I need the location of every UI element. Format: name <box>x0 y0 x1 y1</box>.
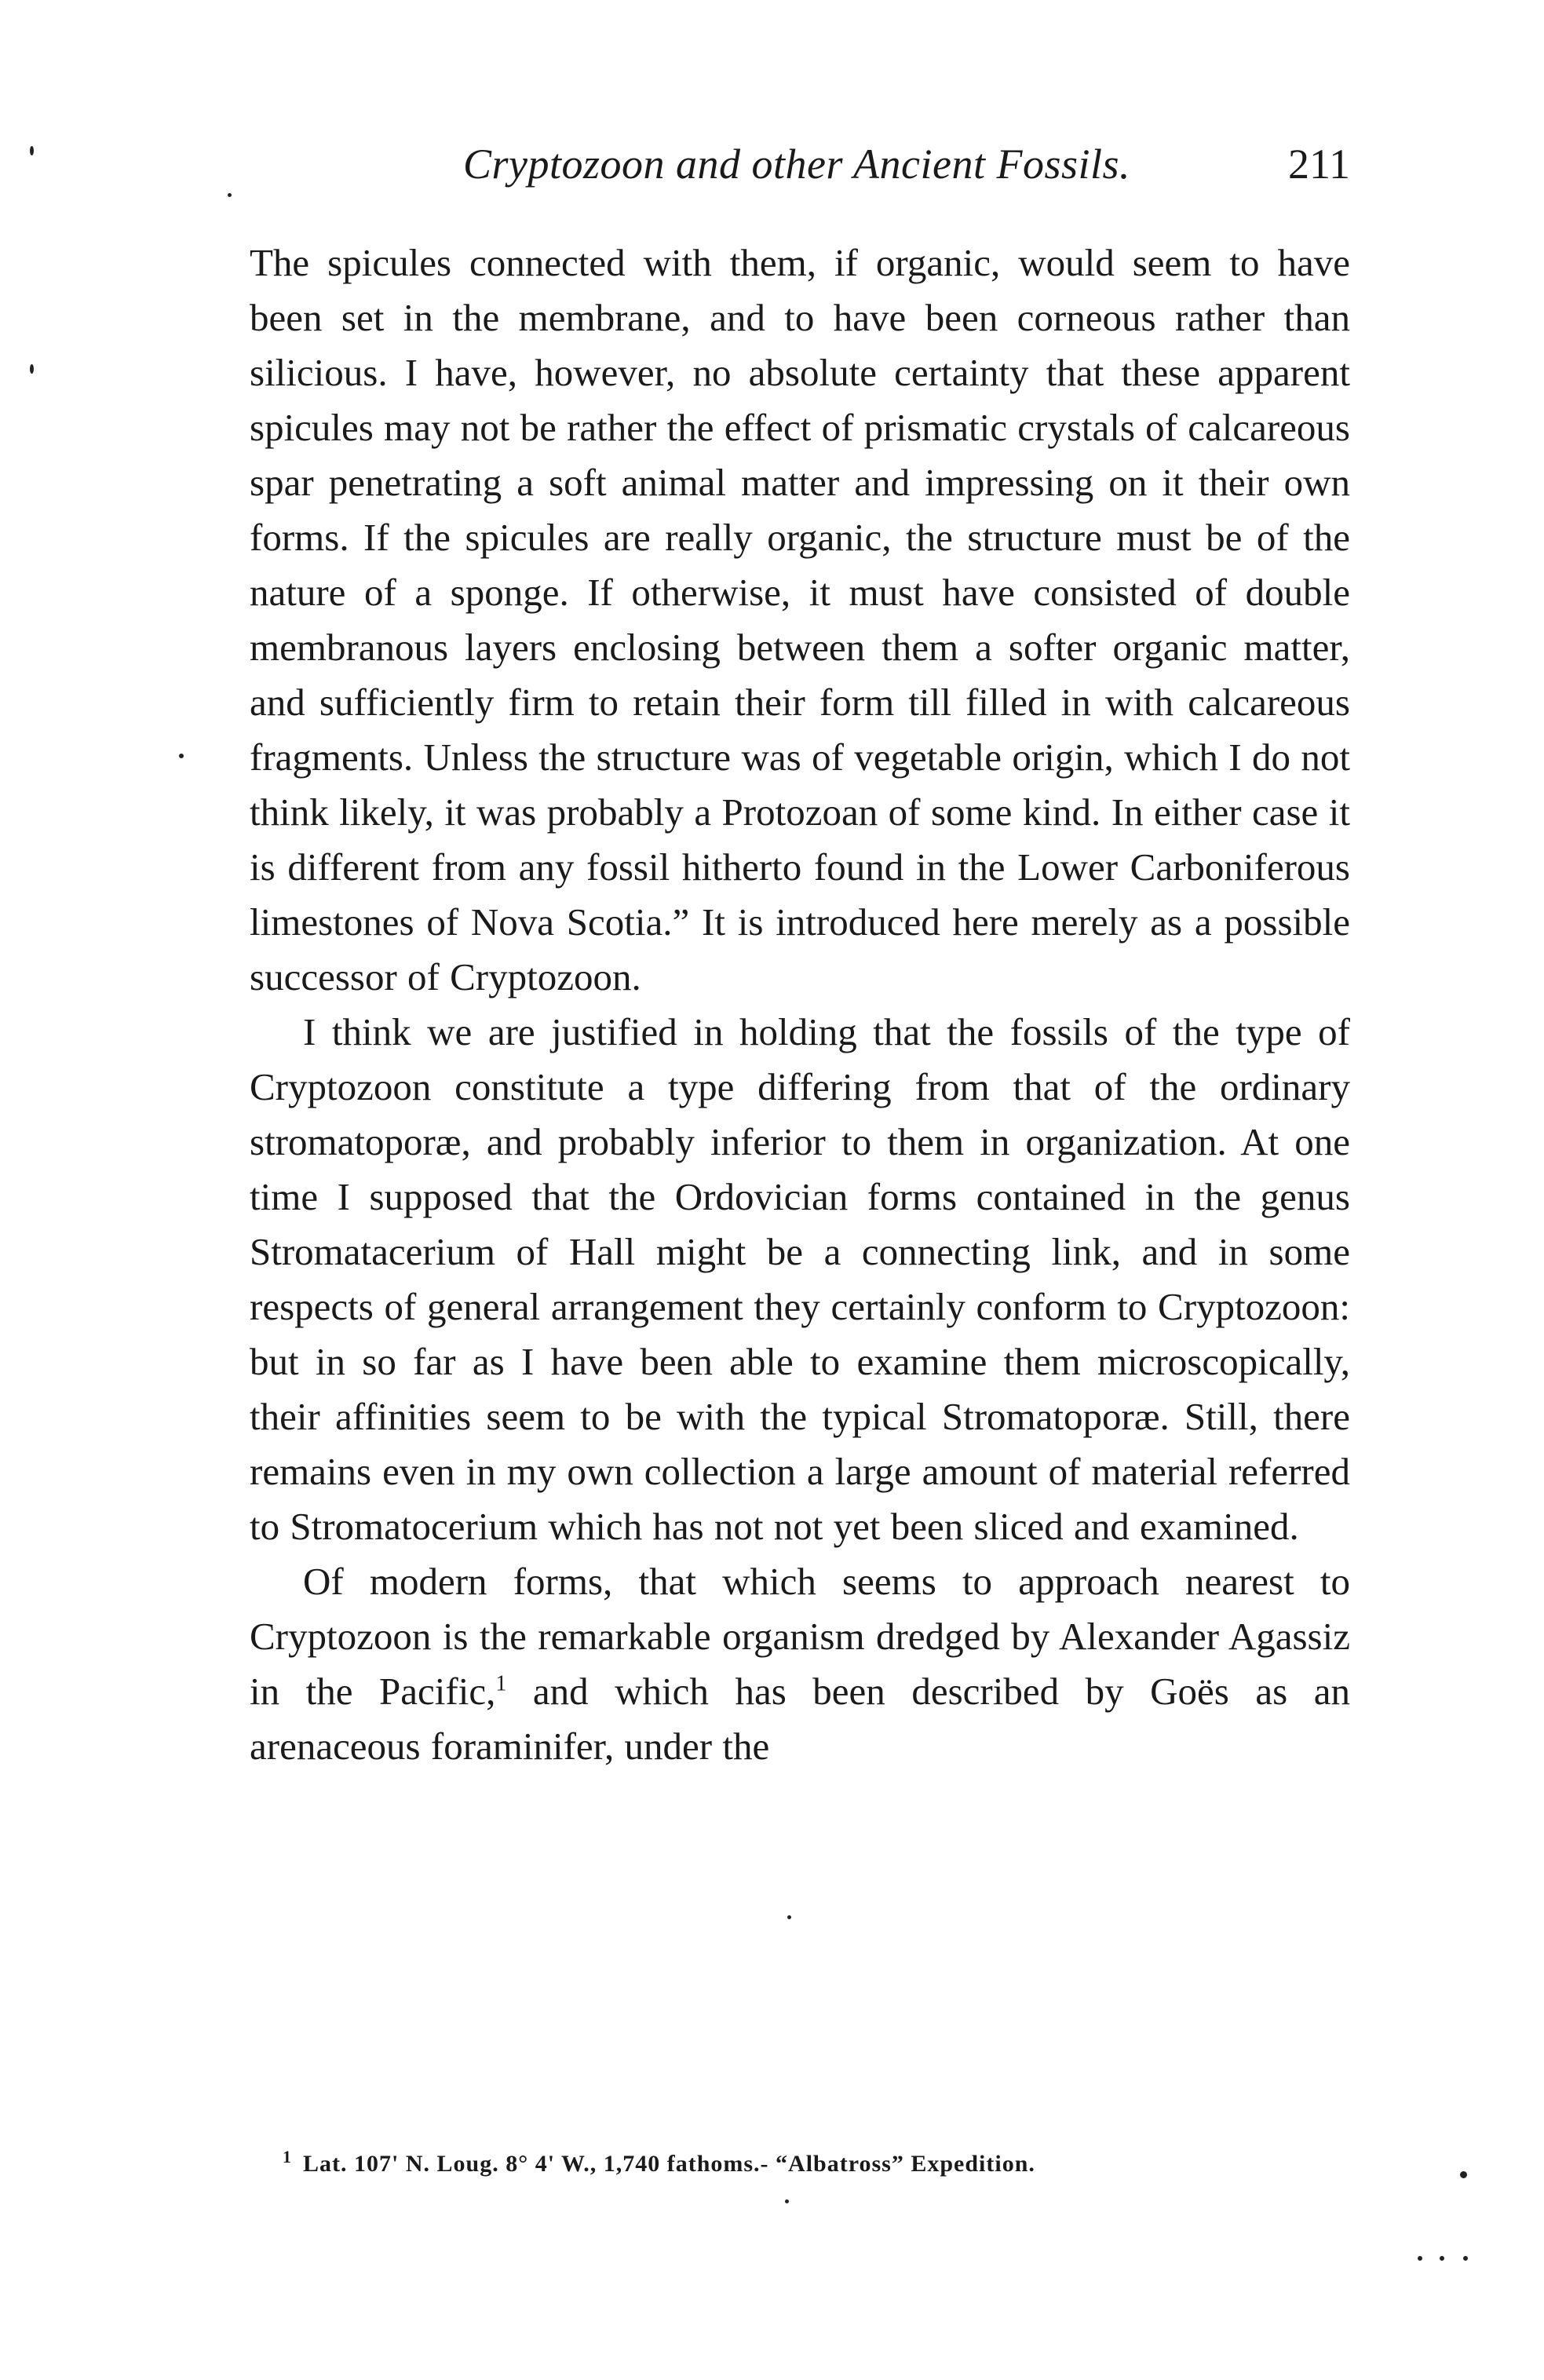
scan-speck <box>30 146 34 155</box>
footnote-text: Lat. 107' N. Loug. 8° 4' W., 1,740 fathoms.- “Albatross” Expedition. <box>303 2151 1035 2177</box>
body-text <box>250 235 1350 1774</box>
scan-speck <box>179 754 184 758</box>
scan-speck <box>785 2199 789 2203</box>
paragraph-3-part-1: Of modern forms, that which seems to approach nearest to Cryptozoon is the remarkable organism dredged by Alexander Agassiz in the Pacific, <box>250 1560 1350 1713</box>
scan-speck <box>1440 2256 1444 2261</box>
footnote <box>283 2141 1350 2180</box>
paragraph-3-part-2: and which has been described by Goës as an arenaceous foraminifer, under the <box>250 1670 1350 1768</box>
running-head <box>251 140 1350 203</box>
paragraph-3 <box>250 1554 1350 1774</box>
page-number: 211 <box>1288 141 1350 188</box>
scan-speck <box>228 193 232 197</box>
scan-speck <box>1463 2256 1468 2261</box>
running-title: Cryptozoon and other Ancient Fossils. <box>463 141 1130 188</box>
footnote-reference[interactable]: 1 <box>495 1671 507 1696</box>
paragraph-1: The spicules connected with them, if organic, would seem to have been set in the membrane, and to have been corneous rather than silicious. I have, however, no absolute certainty that these apparent spicules may not be rather the effect of prismatic crystals of calcareous spar penetrating a soft animal matter and impressing on it their own forms. If the spicules are really organic, the structure must be of the nature of a sponge. If otherwise, it must have consisted of double membranous layers enclosing between them a softer organic matter, and sufficiently firm to retain their form till filled in with calcareous fragments. Unless the structure was of vegetable origin, which I do not think likely, it was probably a Protozoan of some kind. In either case it is different from any fossil hitherto found in the Lower Carboniferous limestones of Nova Scotia.” It is introduced here merely as a possible successor of Cryptozoon. <box>250 241 1350 998</box>
scan-speck <box>30 364 34 374</box>
scan-speck <box>787 1915 791 1919</box>
paragraph-2: I think we are justified in holding that the fossils of the type of Cryptozoon constitute a type differing from that of the ordinary stromatoporæ, and probably inferior to them in organization. At one time I supposed that the Ordovician forms contained in the genus Stromatacerium of Hall might be a connecting link, and in some respects of general arrangement they certainly conform to Cryptozoon: but in so far as I have been able to examine them microscopically, their affinities seem to be with the typical Stromatoporæ. Still, there remains even in my own collection a large amount of material referred to Stromatocerium which has not not yet been sliced and examined. <box>250 1010 1350 1548</box>
scan-speck <box>1460 2171 1467 2178</box>
scan-speck <box>1418 2256 1422 2261</box>
footnote-mark: 1 <box>283 2147 292 2166</box>
